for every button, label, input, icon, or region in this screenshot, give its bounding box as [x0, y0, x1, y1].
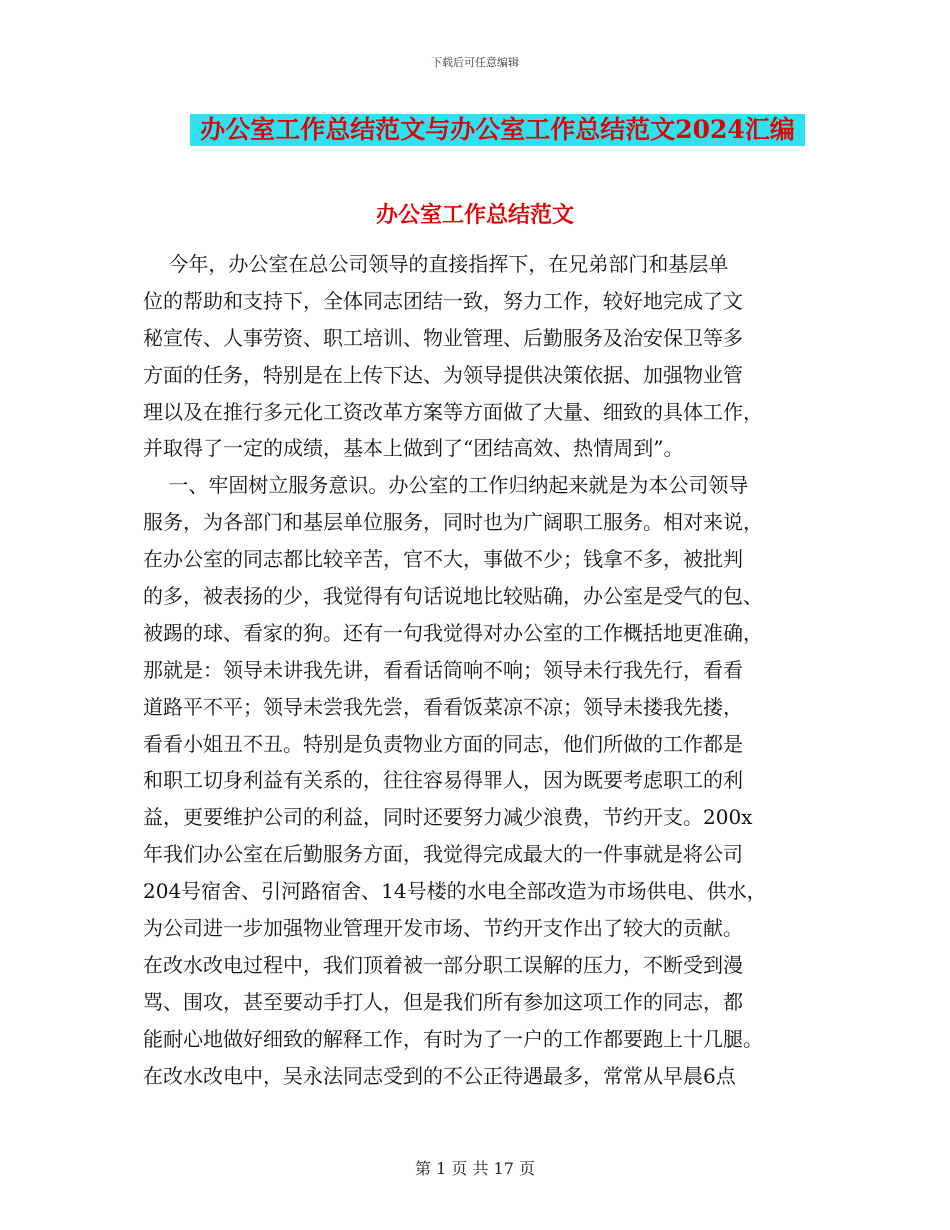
body-line: 理以及在推行多元化工资改革方案等方面做了大量、细致的具体工作，	[143, 399, 763, 424]
body-line: 服务，为各部门和基层单位服务，同时也为广阔职工服务。相对来说，	[143, 510, 763, 535]
body-line: 204号宿舍、引河路宿舍、14号楼的水电全部改造为市场供电、供水，	[143, 879, 767, 904]
body-line: 位的帮助和支持下，全体同志团结一致，努力工作，较好地完成了文	[143, 288, 743, 313]
body-line: 被踢的球、看家的狗。还有一句我觉得对办公室的工作概括地更准确，	[143, 620, 763, 645]
body-line: 的多，被表扬的少，我觉得有句话说地比较贴确，办公室是受气的包、	[143, 584, 763, 609]
body-line: 并取得了一定的成绩，基本上做到了“团结高效、热情周到”。	[143, 436, 684, 461]
body-line: 在改水改电中，吴永法同志受到的不公正待遇最多，常常从早晨6点	[143, 1063, 736, 1088]
body-line: 一、牢固树立服务意识。办公室的工作归纳起来就是为本公司领导	[143, 473, 749, 498]
page-number: 第 1 页 共 17 页	[415, 1159, 535, 1178]
body-line: 年我们办公室在后勤服务方面，我觉得完成最大的一件事就是将公司	[143, 842, 743, 867]
body-line: 方面的任务，特别是在上传下达、为领导提供决策依据、加强物业管	[143, 362, 743, 387]
body-line: 益，更要维护公司的利益，同时还要努力减少浪费，节约开支。200x	[143, 805, 753, 830]
body-line: 那就是：领导未讲我先讲，看看话筒响不响；领导未行我先行，看看	[143, 657, 743, 682]
header-note: 下载后可任意编辑	[431, 56, 519, 69]
body-line: 在办公室的同志都比较辛苦，官不大，事做不少；钱拿不多，被批判	[143, 547, 743, 572]
body-line: 今年，办公室在总公司领导的直接指挥下，在兄弟部门和基层单	[143, 252, 729, 276]
body-line: 为公司进一步加强物业管理开发市场、节约开支作出了较大的贡献。	[143, 916, 743, 941]
body-line: 秘宣传、人事劳资、职工培训、物业管理、后勤服务及治安保卫等多	[143, 325, 743, 350]
body-line: 看看小姐丑不丑。特别是负责物业方面的同志，他们所做的工作都是	[143, 731, 743, 756]
body-line: 在改水改电过程中，我们顶着被一部分职工误解的压力，不断受到漫	[143, 952, 743, 977]
body-line: 和职工切身利益有关系的，往往容易得罪人，因为既要考虑职工的利	[143, 768, 743, 793]
body-line: 道路平不平；领导未尝我先尝，看看饭菜凉不凉；领导未搂我先搂，	[143, 694, 743, 719]
body-line: 能耐心地做好细致的解释工作，有时为了一户的工作都要跑上十几腿。	[143, 1026, 763, 1051]
document-title: 办公室工作总结范文与办公室工作总结范文2024汇编	[190, 114, 805, 146]
body-line: 骂、围攻，甚至要动手打人，但是我们所有参加这项工作的同志，都	[143, 989, 743, 1014]
body-text	[143, 246, 807, 1094]
section-title: 办公室工作总结范文	[375, 202, 574, 228]
